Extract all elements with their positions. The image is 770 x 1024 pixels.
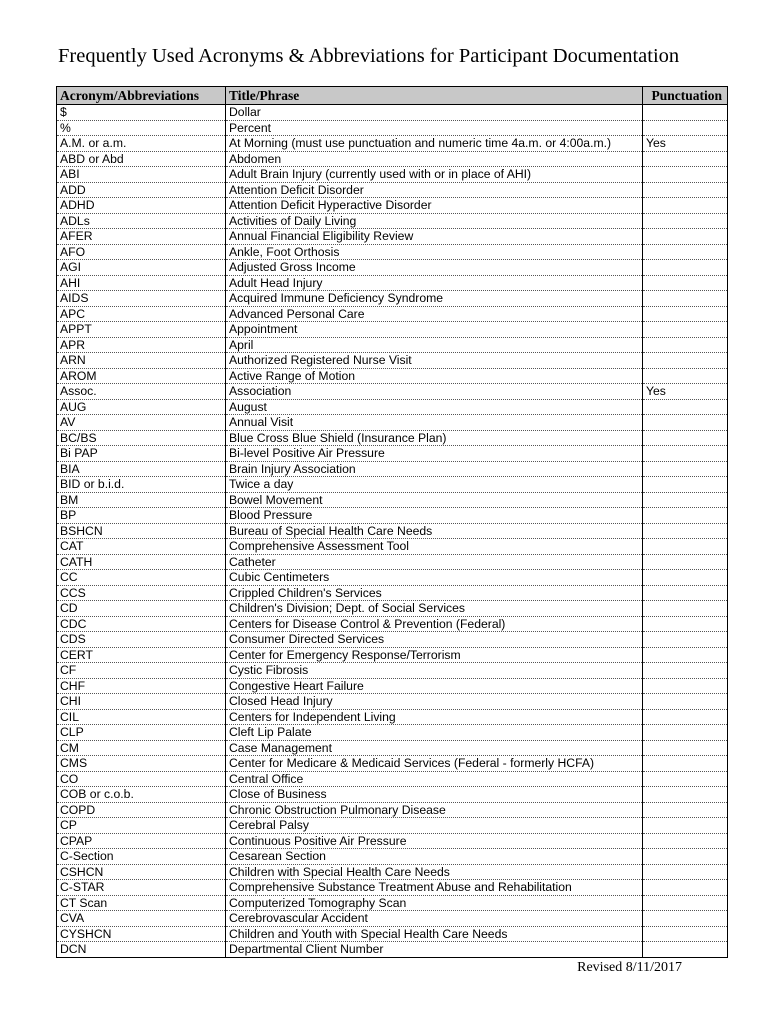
table-row: [57, 136, 728, 152]
phrase-cell: Centers for Independent Living: [226, 709, 643, 725]
punctuation-cell: [643, 415, 728, 431]
table-row: [57, 895, 728, 911]
phrase-cell: Cubic Centimeters: [226, 570, 643, 586]
acronym-cell: CD: [57, 601, 226, 617]
punctuation-cell: [643, 492, 728, 508]
phrase-cell: Appointment: [226, 322, 643, 338]
acronym-cell: AV: [57, 415, 226, 431]
phrase-cell: Adult Head Injury: [226, 275, 643, 291]
phrase-cell: Crippled Children's Services: [226, 585, 643, 601]
punctuation-cell: [643, 880, 728, 896]
phrase-cell: Percent: [226, 120, 643, 136]
table-row: [57, 477, 728, 493]
acronym-cell: Assoc.: [57, 384, 226, 400]
acronym-cell: COB or c.o.b.: [57, 787, 226, 803]
table-row: [57, 353, 728, 369]
table-row: [57, 616, 728, 632]
table-row: [57, 632, 728, 648]
acronym-cell: CM: [57, 740, 226, 756]
table-row: [57, 554, 728, 570]
phrase-cell: Acquired Immune Deficiency Syndrome: [226, 291, 643, 307]
table-row: [57, 818, 728, 834]
table-row: [57, 539, 728, 555]
punctuation-cell: [643, 244, 728, 260]
acronym-cell: BID or b.i.d.: [57, 477, 226, 493]
phrase-cell: Blood Pressure: [226, 508, 643, 524]
table-row: [57, 678, 728, 694]
punctuation-cell: [643, 833, 728, 849]
acronym-cell: CC: [57, 570, 226, 586]
phrase-cell: Abdomen: [226, 151, 643, 167]
phrase-cell: Cleft Lip Palate: [226, 725, 643, 741]
phrase-cell: Central Office: [226, 771, 643, 787]
phrase-cell: Association: [226, 384, 643, 400]
phrase-cell: Adjusted Gross Income: [226, 260, 643, 276]
acronym-cell: ARN: [57, 353, 226, 369]
table-row: [57, 694, 728, 710]
punctuation-cell: [643, 446, 728, 462]
punctuation-cell: [643, 849, 728, 865]
punctuation-cell: [643, 740, 728, 756]
acronym-cell: COPD: [57, 802, 226, 818]
phrase-cell: Attention Deficit Disorder: [226, 182, 643, 198]
acronym-cell: BM: [57, 492, 226, 508]
punctuation-cell: [643, 864, 728, 880]
phrase-cell: Blue Cross Blue Shield (Insurance Plan): [226, 430, 643, 446]
table-row: [57, 880, 728, 896]
punctuation-cell: [643, 647, 728, 663]
phrase-cell: Children and Youth with Special Health Care Needs: [226, 926, 643, 942]
punctuation-cell: [643, 756, 728, 772]
acronym-cell: CYSHCN: [57, 926, 226, 942]
acronym-cell: CLP: [57, 725, 226, 741]
phrase-cell: August: [226, 399, 643, 415]
punctuation-cell: [643, 167, 728, 183]
punctuation-cell: [643, 539, 728, 555]
punctuation-cell: [643, 105, 728, 121]
phrase-cell: April: [226, 337, 643, 353]
phrase-cell: Computerized Tomography Scan: [226, 895, 643, 911]
punctuation-cell: [643, 632, 728, 648]
acronym-cell: ABD or Abd: [57, 151, 226, 167]
table-row: [57, 771, 728, 787]
table-row: [57, 198, 728, 214]
table-row: [57, 725, 728, 741]
table-row: [57, 585, 728, 601]
table-row: [57, 384, 728, 400]
phrase-cell: Departmental Client Number: [226, 942, 643, 958]
phrase-cell: Children with Special Health Care Needs: [226, 864, 643, 880]
acronym-cell: BSHCN: [57, 523, 226, 539]
acronym-cell: CDS: [57, 632, 226, 648]
acronym-cell: A.M. or a.m.: [57, 136, 226, 152]
punctuation-cell: [643, 213, 728, 229]
acronym-cell: CP: [57, 818, 226, 834]
punctuation-cell: [643, 601, 728, 617]
phrase-cell: Dollar: [226, 105, 643, 121]
punctuation-cell: [643, 337, 728, 353]
table-row: [57, 151, 728, 167]
phrase-cell: Consumer Directed Services: [226, 632, 643, 648]
table-row: [57, 229, 728, 245]
table-row: [57, 213, 728, 229]
table-row: [57, 461, 728, 477]
punctuation-cell: [643, 694, 728, 710]
revised-date: Revised 8/11/2017: [577, 960, 682, 975]
acronym-cell: CSHCN: [57, 864, 226, 880]
acronym-cell: ADLs: [57, 213, 226, 229]
punctuation-cell: [643, 182, 728, 198]
table-row: [57, 306, 728, 322]
table-row: [57, 570, 728, 586]
header-row: [57, 87, 728, 105]
phrase-cell: Catheter: [226, 554, 643, 570]
punctuation-cell: [643, 260, 728, 276]
acronym-cell: CATH: [57, 554, 226, 570]
phrase-cell: Bowel Movement: [226, 492, 643, 508]
punctuation-cell: [643, 291, 728, 307]
phrase-cell: Ankle, Foot Orthosis: [226, 244, 643, 260]
phrase-cell: Continuous Positive Air Pressure: [226, 833, 643, 849]
page-title: Frequently Used Acronyms & Abbreviations for Participant Documentation: [58, 45, 680, 67]
table-row: [57, 430, 728, 446]
table-row: [57, 105, 728, 121]
punctuation-cell: [643, 523, 728, 539]
table-row: [57, 182, 728, 198]
acronym-cell: AHI: [57, 275, 226, 291]
table-row: [57, 167, 728, 183]
phrase-cell: Brain Injury Association: [226, 461, 643, 477]
acronym-cell: ABI: [57, 167, 226, 183]
phrase-cell: Close of Business: [226, 787, 643, 803]
phrase-cell: Center for Medicare & Medicaid Services (Federal - formerly HCFA): [226, 756, 643, 772]
punctuation-cell: [643, 771, 728, 787]
acronym-cell: CPAP: [57, 833, 226, 849]
table-row: [57, 926, 728, 942]
punctuation-cell: [643, 430, 728, 446]
acronym-cell: CT Scan: [57, 895, 226, 911]
phrase-cell: Chronic Obstruction Pulmonary Disease: [226, 802, 643, 818]
punctuation-cell: [643, 818, 728, 834]
acronym-cell: CAT: [57, 539, 226, 555]
table-row: [57, 260, 728, 276]
phrase-cell: Authorized Registered Nurse Visit: [226, 353, 643, 369]
phrase-cell: Cerebrovascular Accident: [226, 911, 643, 927]
acronym-cell: CO: [57, 771, 226, 787]
acronym-cell: DCN: [57, 942, 226, 958]
punctuation-cell: Yes: [643, 384, 728, 400]
punctuation-cell: [643, 709, 728, 725]
punctuation-cell: [643, 895, 728, 911]
phrase-cell: Annual Financial Eligibility Review: [226, 229, 643, 245]
punctuation-cell: [643, 725, 728, 741]
punctuation-cell: [643, 585, 728, 601]
acronym-cell: AROM: [57, 368, 226, 384]
table-row: [57, 446, 728, 462]
table-row: [57, 647, 728, 663]
acronym-cell: CERT: [57, 647, 226, 663]
acronym-cell: %: [57, 120, 226, 136]
punctuation-cell: [643, 120, 728, 136]
table-row: [57, 942, 728, 958]
punctuation-cell: [643, 353, 728, 369]
punctuation-cell: [643, 477, 728, 493]
punctuation-cell: [643, 787, 728, 803]
punctuation-cell: [643, 229, 728, 245]
punctuation-cell: [643, 399, 728, 415]
acronym-cell: CCS: [57, 585, 226, 601]
table-row: [57, 740, 728, 756]
acronym-cell: ADD: [57, 182, 226, 198]
acronym-cell: BC/BS: [57, 430, 226, 446]
phrase-cell: Cystic Fibrosis: [226, 663, 643, 679]
punctuation-cell: [643, 942, 728, 958]
phrase-cell: Activities of Daily Living: [226, 213, 643, 229]
phrase-cell: Bi-level Positive Air Pressure: [226, 446, 643, 462]
phrase-cell: Cerebral Palsy: [226, 818, 643, 834]
acronym-cell: APC: [57, 306, 226, 322]
table-row: [57, 337, 728, 353]
phrase-cell: Case Management: [226, 740, 643, 756]
phrase-cell: Center for Emergency Response/Terrorism: [226, 647, 643, 663]
phrase-cell: Advanced Personal Care: [226, 306, 643, 322]
punctuation-cell: [643, 322, 728, 338]
phrase-cell: Cesarean Section: [226, 849, 643, 865]
table-row: [57, 663, 728, 679]
punctuation-cell: [643, 368, 728, 384]
acronym-cell: C-STAR: [57, 880, 226, 896]
acronym-cell: AGI: [57, 260, 226, 276]
acronym-cell: CIL: [57, 709, 226, 725]
acronym-cell: $: [57, 105, 226, 121]
table-row: [57, 709, 728, 725]
phrase-cell: At Morning (must use punctuation and numeric time 4a.m. or 4:00a.m.): [226, 136, 643, 152]
acronym-cell: CHF: [57, 678, 226, 694]
phrase-cell: Annual Visit: [226, 415, 643, 431]
table-row: [57, 492, 728, 508]
acronym-table: [56, 86, 728, 958]
phrase-cell: Centers for Disease Control & Prevention (Federal): [226, 616, 643, 632]
acronym-cell: AFO: [57, 244, 226, 260]
punctuation-cell: [643, 926, 728, 942]
punctuation-cell: [643, 275, 728, 291]
table-row: [57, 864, 728, 880]
acronym-cell: ADHD: [57, 198, 226, 214]
table-row: [57, 415, 728, 431]
punctuation-cell: [643, 554, 728, 570]
table-row: [57, 508, 728, 524]
phrase-cell: Adult Brain Injury (currently used with or in place of AHI): [226, 167, 643, 183]
acronym-cell: CVA: [57, 911, 226, 927]
table-row: [57, 244, 728, 260]
phrase-cell: Active Range of Motion: [226, 368, 643, 384]
phrase-cell: Comprehensive Substance Treatment Abuse and Rehabilitation: [226, 880, 643, 896]
phrase-cell: Children's Division; Dept. of Social Services: [226, 601, 643, 617]
acronym-cell: BP: [57, 508, 226, 524]
acronym-cell: C-Section: [57, 849, 226, 865]
punctuation-cell: [643, 616, 728, 632]
table-row: [57, 802, 728, 818]
header-acronym: Acronym/Abbreviations: [57, 87, 226, 105]
punctuation-cell: [643, 802, 728, 818]
acronym-cell: APPT: [57, 322, 226, 338]
acronym-cell: Bi PAP: [57, 446, 226, 462]
acronym-cell: AFER: [57, 229, 226, 245]
table-row: [57, 787, 728, 803]
acronym-cell: APR: [57, 337, 226, 353]
punctuation-cell: [643, 663, 728, 679]
punctuation-cell: [643, 570, 728, 586]
punctuation-cell: [643, 198, 728, 214]
acronym-cell: CHI: [57, 694, 226, 710]
punctuation-cell: [643, 151, 728, 167]
punctuation-cell: [643, 461, 728, 477]
punctuation-cell: [643, 678, 728, 694]
punctuation-cell: Yes: [643, 136, 728, 152]
punctuation-cell: [643, 911, 728, 927]
acronym-cell: CF: [57, 663, 226, 679]
acronym-cell: AUG: [57, 399, 226, 415]
phrase-cell: Congestive Heart Failure: [226, 678, 643, 694]
header-punctuation: Punctuation: [643, 87, 728, 105]
phrase-cell: Bureau of Special Health Care Needs: [226, 523, 643, 539]
punctuation-cell: [643, 508, 728, 524]
header-phrase: Title/Phrase: [226, 87, 643, 105]
phrase-cell: Closed Head Injury: [226, 694, 643, 710]
table-row: [57, 833, 728, 849]
phrase-cell: Attention Deficit Hyperactive Disorder: [226, 198, 643, 214]
table-row: [57, 291, 728, 307]
acronym-cell: CMS: [57, 756, 226, 772]
acronym-cell: BIA: [57, 461, 226, 477]
punctuation-cell: [643, 306, 728, 322]
table-row: [57, 322, 728, 338]
table-row: [57, 275, 728, 291]
phrase-cell: Comprehensive Assessment Tool: [226, 539, 643, 555]
phrase-cell: Twice a day: [226, 477, 643, 493]
table-row: [57, 756, 728, 772]
table-row: [57, 849, 728, 865]
acronym-cell: AIDS: [57, 291, 226, 307]
table-row: [57, 368, 728, 384]
table-row: [57, 399, 728, 415]
table-row: [57, 601, 728, 617]
table-row: [57, 120, 728, 136]
table-row: [57, 523, 728, 539]
acronym-cell: CDC: [57, 616, 226, 632]
table-row: [57, 911, 728, 927]
